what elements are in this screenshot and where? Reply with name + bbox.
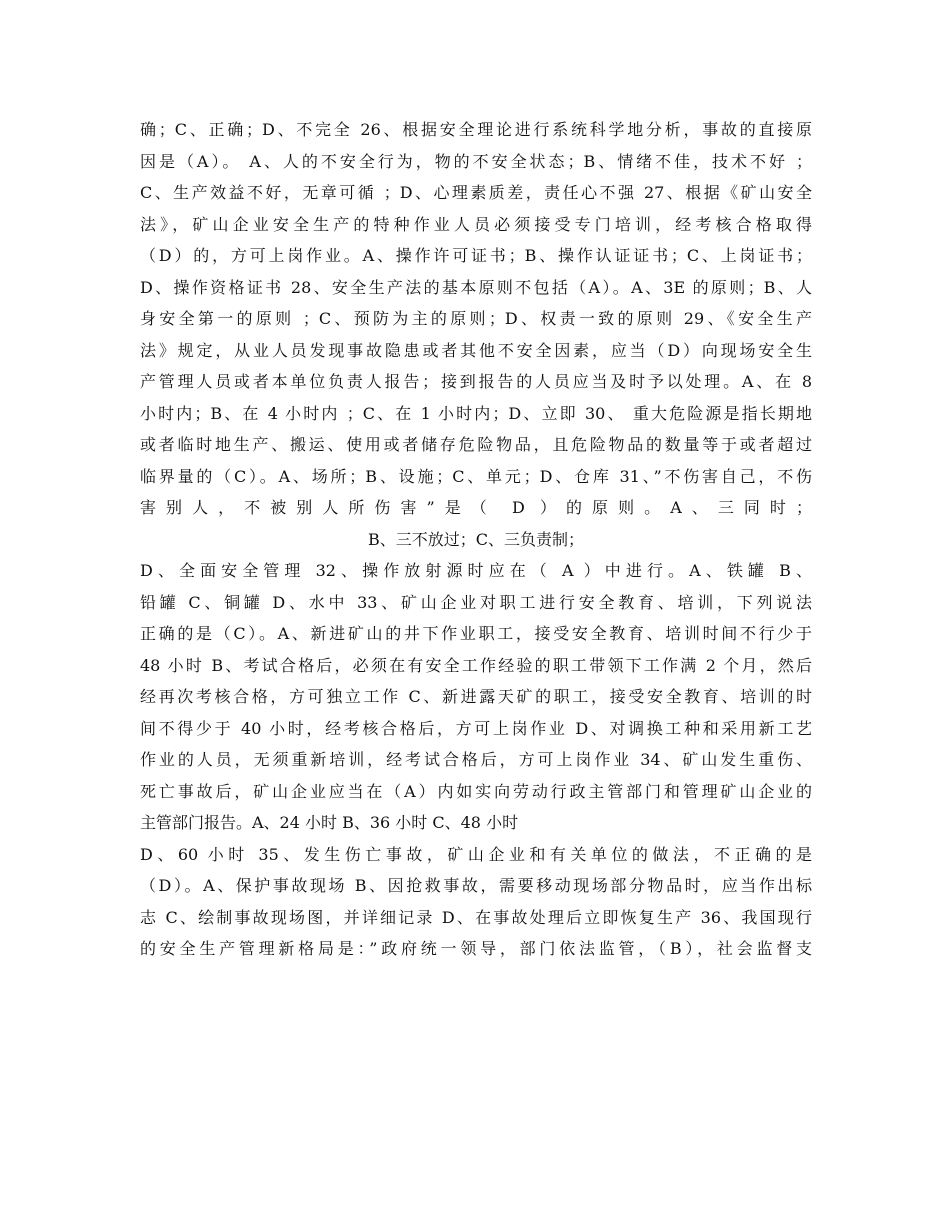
text-line: B、三不放过；C、三负责制； (367, 529, 584, 549)
document-body (140, 114, 812, 965)
text-line: 48 小时 B、考试合格后，必须在有安全工作经验的职工带领下工作满 2 个月，然后 (140, 655, 812, 675)
text-line: 临界量的（C）。A、场所；B、设施；C、单元；D、仓库 31、”不伤害自己，不伤 (140, 466, 812, 486)
text-line: 铅罐 C、铜罐 D、水中 33、矿山企业对职工进行安全教育、培训，下列说法 (140, 592, 812, 612)
text-line: 的安全生产管理新格局是：”政府统一领导，部门依法监管，（B），社会监督支 (140, 939, 812, 958)
text-line: D、60 小时 35、发生伤亡事故，矿山企业和有关单位的做法，不正确的是 (140, 844, 812, 864)
text-line: （D）。A、保护事故现场 B、因抢救事故，需要移动现场部分物品时，应当作出标 (140, 876, 812, 895)
text-line: 主管部门报告。A、24 小时 B、36 小时 C、48 小时 (140, 813, 519, 832)
text-line: 死亡事故后，矿山企业应当在（A）内如实向劳动行政主管部门和管理矿山企业的 (140, 781, 812, 801)
text-line: D、操作资格证书 28、安全生产法的基本原则不包括（A）。A、3E 的原则；B、人 (140, 277, 812, 297)
text-line: 因是（A）。 A、人的不安全行为，物的不安全状态；B、情绪不佳，技术不好 ； (140, 151, 812, 171)
text-line: 法》，矿山企业安全生产的特种作业人员必须接受专门培训，经考核合格取得 (140, 214, 812, 234)
text-line: 法》规定，从业人员发现事故隐患或者其他不安全因素，应当（D）向现场安全生 (140, 340, 812, 360)
text-line: 产管理人员或者本单位负责人报告；接到报告的人员应当及时予以处理。A、在 8 (140, 372, 812, 391)
text-line: 确；C、正确；D、不完全 26、根据安全理论进行系统科学地分析，事故的直接原 (140, 120, 812, 139)
text-line: 间不得少于 40 小时，经考核合格后，方可上岗作业 D、对调换工种和采用新工艺 (140, 718, 812, 738)
text-line: 正确的是（C）。A、新进矿山的井下作业职工，接受安全教育、培训时间不行少于 (140, 624, 812, 643)
text-line: （D）的，方可上岗作业。A、操作许可证书；B、操作认证证书；C、上岗证书； (140, 246, 812, 265)
text-line: C、生产效益不好，无章可循 ；D、心理素质差，责任心不强 27、根据《矿山安全 (140, 183, 812, 202)
text-line: 作业的人员，无须重新培训，经考试合格后，方可上岗作业 34、矿山发生重伤、 (140, 750, 812, 769)
text-line: 害别人，不被别人所伤害”是（ D ）的原则。A、三同时； (140, 498, 812, 517)
text-line: 身安全第一的原则 ；C、预防为主的原则；D、权责一致的原则 29、《安全生产 (140, 309, 812, 328)
text-line: 小时内；B、在 4 小时内 ；C、在 1 小时内；D、立即 30、 重大危险源是指长期地 (140, 403, 812, 423)
text-line: 志 C、绘制事故现场图，并详细记录 D、在事故处理后立即恢复生产 36、我国现行 (140, 907, 812, 927)
text-line: D、全面安全管理 32、操作放射源时应在（ A ）中进行。A、铁罐 B、 (140, 561, 812, 580)
text-line: 或者临时地生产、搬运、使用或者储存危险物品，且危险物品的数量等于或者超过 (140, 435, 812, 454)
text-line: 经再次考核合格，方可独立工作 C、新进露天矿的职工，接受安全教育、培训的时 (140, 687, 812, 706)
